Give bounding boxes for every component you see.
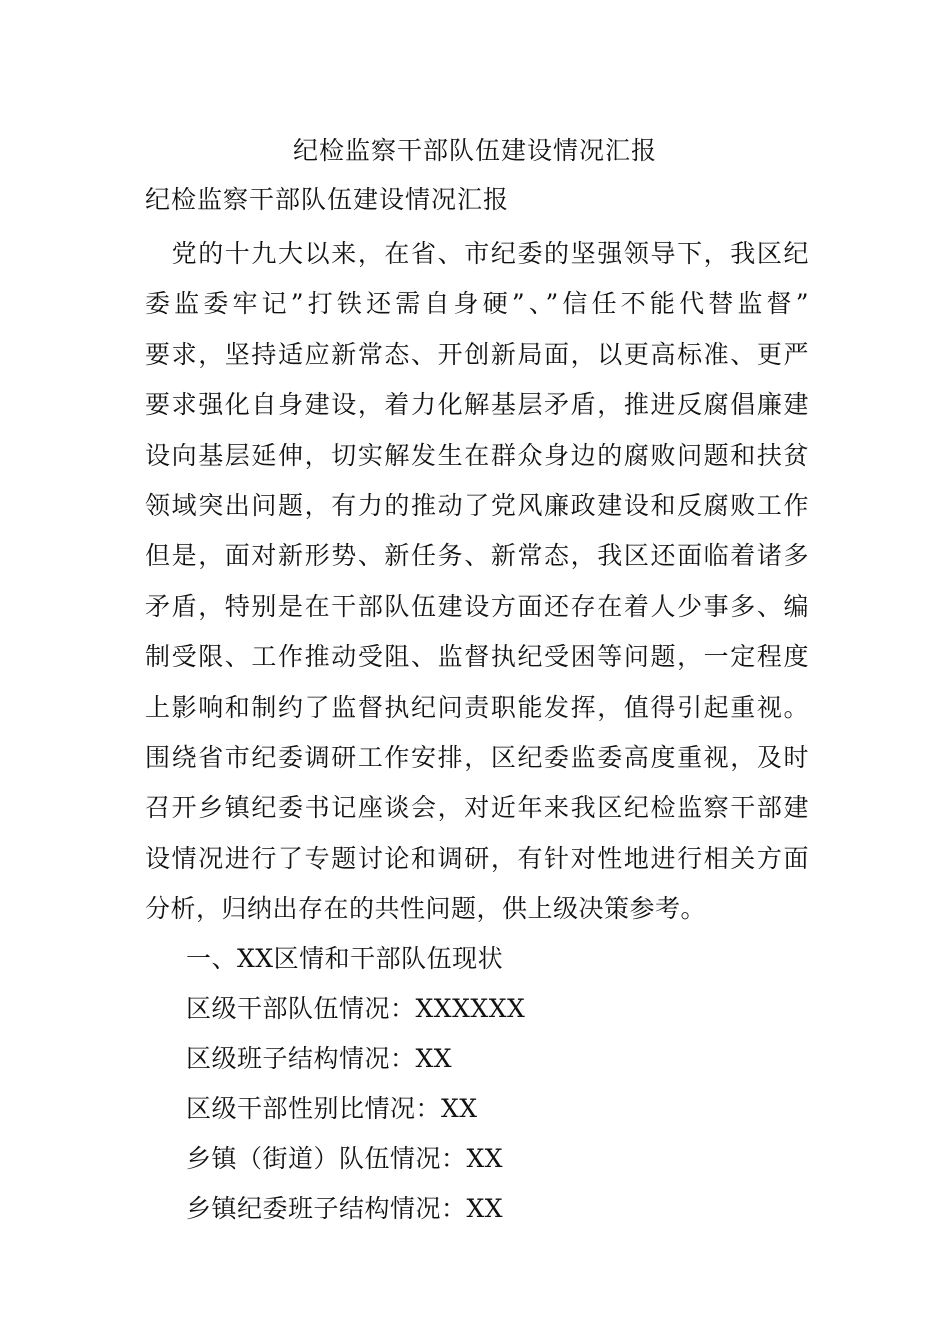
paragraph-line: 领域突出问题，有力的推动了党风廉政建设和反腐败工作	[145, 490, 809, 520]
paragraph-line: 上影响和制约了监督执纪问责职能发挥，值得引起重视。	[145, 692, 809, 722]
paragraph-line: 围绕省市纪委调研工作安排，区纪委监委高度重视，及时	[145, 742, 809, 772]
paragraph-line: 委监委牢记”打铁还需自身硬”、”信任不能代替监督”	[145, 289, 809, 319]
paragraph-line: 党的十九大以来，在省、市纪委的坚强领导下，我区纪	[145, 239, 809, 268]
paragraph-line: 要求强化自身建设，着力化解基层矛盾，推进反腐倡廉建	[145, 390, 809, 420]
list-item: 区级干部队伍情况：XXXXXX	[186, 994, 526, 1024]
paragraph-line: 矛盾，特别是在干部队伍建设方面还存在着人少事多、编	[145, 591, 809, 621]
intro-paragraph	[145, 229, 809, 934]
list-item: 乡镇纪委班子结构情况：XX	[186, 1194, 504, 1224]
paragraph-line: 召开乡镇纪委书记座谈会，对近年来我区纪检监察干部建	[145, 793, 809, 823]
paragraph-line: 制受限、工作推动受阻、监督执纪受困等问题，一定程度	[145, 642, 809, 672]
document-subtitle: 纪检监察干部队伍建设情况汇报	[145, 185, 510, 214]
list-item: 乡镇（街道）队伍情况：XX	[186, 1144, 504, 1174]
document-body	[145, 229, 809, 1234]
section-heading: 一、XX区情和干部队伍现状	[186, 944, 504, 974]
paragraph-line: 但是，面对新形势、新任务、新常态，我区还面临着诸多	[145, 541, 809, 571]
paragraph-line: 分析，归纳出存在的共性问题，供上级决策参考。	[145, 894, 707, 924]
document-title: 纪检监察干部队伍建设情况汇报	[292, 136, 657, 165]
paragraph-line: 设情况进行了专题讨论和调研，有针对性地进行相关方面	[145, 843, 809, 873]
paragraph-line: 设向基层延伸，切实解发生在群众身边的腐败问题和扶贫	[145, 440, 809, 470]
list-item: 区级干部性别比情况：XX	[186, 1094, 478, 1124]
list-item: 区级班子结构情况：XX	[186, 1044, 453, 1074]
paragraph-line: 要求，坚持适应新常态、开创新局面，以更高标准、更严	[145, 339, 809, 369]
